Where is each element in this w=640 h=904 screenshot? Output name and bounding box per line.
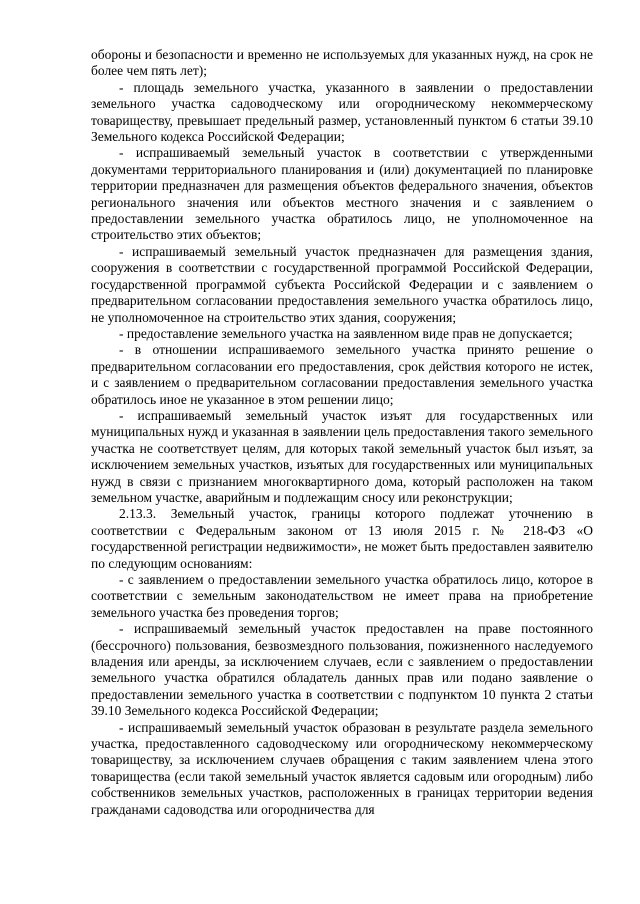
paragraph: - испрашиваемый земельный участок предоставлен на праве постоянного (бессрочного) пользования, безвозмездного пользования, пожизненного наследуемого владения или аренды, за исключением случаев, если с заявлением о предоставлении земельного участка обратился обладатель данных прав или подано заявление о предоставлении земельного участка в соответствии с подпунктом 10 пункта 2 статьи 39.10 Земельного кодекса Российской Федерации; <box>91 621 593 719</box>
paragraph: - в отношении испрашиваемого земельного участка принято решение о предварительном согласовании его предоставления, срок действия которого не истек, и с заявлением о предварительном согласовании предоставления земельного участка обратилось иное не указанное в этом решении лицо; <box>91 342 593 407</box>
section-paragraph-2-13-3: 2.13.3. Земельный участок, границы которого подлежат уточнению в соответствии с Федеральным законом от 13 июля 2015 г. № 218-ФЗ «О государственной регистрации недвижимости», не может быть предоставлен заявителю по следующим основаниям: <box>91 506 593 571</box>
paragraph: - предоставление земельного участка на заявленном виде прав не допускается; <box>119 325 573 341</box>
paragraph: обороны и безопасности и временно не используемых для указанных нужд, на срок не более чем пять лет); <box>91 47 593 79</box>
paragraph: - испрашиваемый земельный участок изъят для государственных или муниципальных нужд и указанная в заявлении цель предоставления такого земельного участка не соответствует целям, для которых такой земельный участок был изъят, за исключением земельных участков, изъятых для государственных или муниципальных нужд в связи с признанием многоквартирного дома, который расположен на таком земельном участке, аварийным и подлежащим сносу или реконструкции; <box>91 407 593 505</box>
paragraph: - испрашиваемый земельный участок образован в результате раздела земельного участка, предоставленного садоводческому или огородническому некоммерческому товариществу, за исключением случаев обращения с таким заявлением члена этого товарищества (если такой земельный участок является садовым или огородным) либо собственников земельных участков, расположенных в границах территории ведения гражданами садоводства или огородничества для <box>91 719 593 817</box>
paragraph: - с заявлением о предоставлении земельного участка обратилось лицо, которое в соответствии с земельным законодательством не имеет права на приобретение земельного участка без проведения торгов; <box>91 572 593 620</box>
document-page <box>91 47 593 818</box>
paragraph: - испрашиваемый земельный участок в соответствии с утвержденными документами территориального планирования и (или) документацией по планировке территории предназначен для размещения объектов федерального значения, объектов регионального значения или объектов местного значения и с заявлением о предоставлении земельного участка обратилось лицо, не уполномоченное на строительство этих объектов; <box>91 145 593 243</box>
paragraph: - площадь земельного участка, указанного в заявлении о предоставлении земельного участка садоводческому или огородническому некоммерческому товариществу, превышает предельный размер, установленный пунктом 6 статьи 39.10 Земельного кодекса Российской Федерации; <box>91 79 593 145</box>
paragraph: - испрашиваемый земельный участок предназначен для размещения здания, сооружения в соответствии с государственной программой Российской Федерации, государственной программой субъекта Российской Федерации и с заявлением о предварительном согласовании предоставления земельного участка обратилось лицо, не уполномоченное на строительство этих здания, сооружения; <box>91 243 593 325</box>
